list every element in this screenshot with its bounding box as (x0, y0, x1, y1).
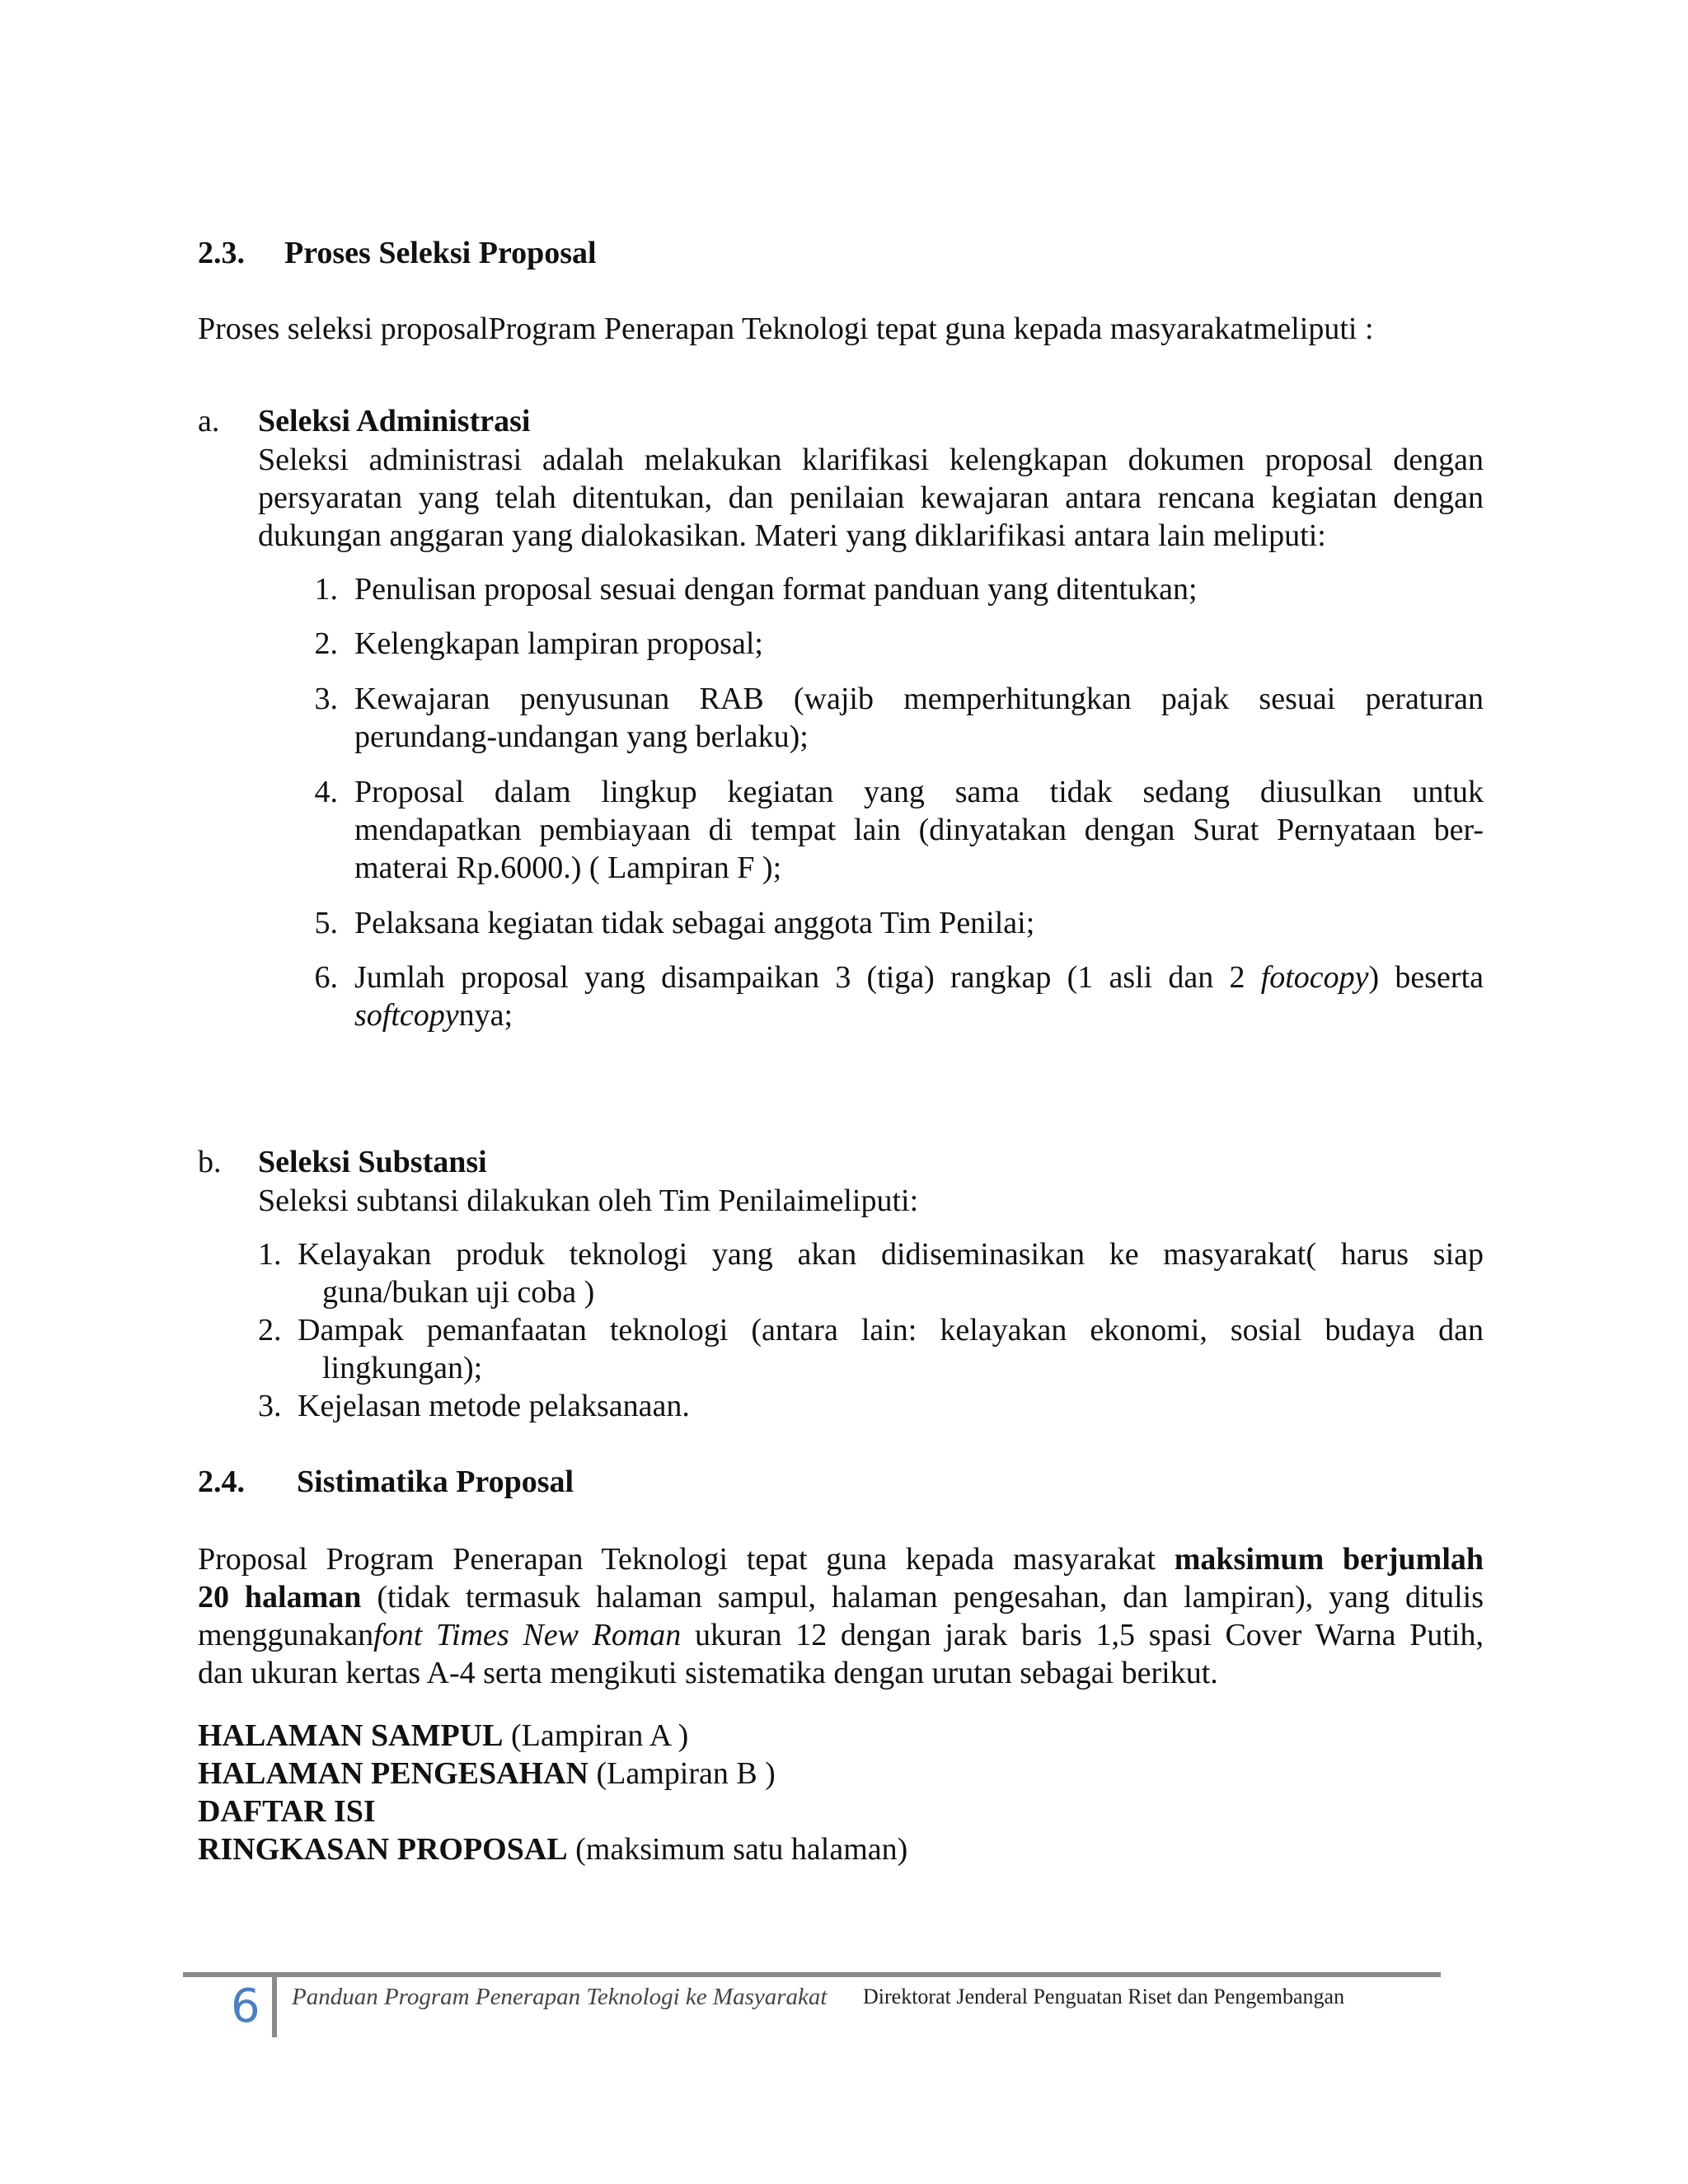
admin-item-number: 1. (314, 572, 338, 607)
section-2-4-paragraph-line: dan ukuran kertas A-4 serta mengikuti sistematika dengan urutan sebagai berikut. (198, 1656, 1218, 1690)
substansi-item-number: 3. (258, 1389, 282, 1423)
substansi-title: Seleksi Substansi (258, 1145, 487, 1179)
heading-label: HALAMAN SAMPUL (198, 1718, 504, 1753)
section-2-4-number: 2.4. (198, 1465, 245, 1499)
admin-item-text-part: Jumlah proposal yang disampaikan 3 (tiga) rangkap (1 asli dan 2 (354, 960, 1261, 995)
substansi-item-text: Kelayakan produk teknologi yang akan didiseminasikan ke masyarakat( harus siap (298, 1237, 1484, 1272)
admin-item-text: materai Rp.6000.) ( Lampiran F ); (354, 851, 782, 885)
admin-item-number: 4. (314, 775, 338, 809)
paragraph-emphasis: maksimum berjumlah (1174, 1542, 1484, 1577)
substansi-intro: Seleksi subtansi dilakukan oleh Tim Penilaimeliputi: (258, 1183, 919, 1218)
admin-item-number: 6. (314, 960, 338, 995)
admin-paragraph-line: dukungan anggaran yang dialokasikan. Materi yang diklarifikasi antara lain meliputi: (258, 518, 1326, 553)
heading-label: DAFTAR ISI (198, 1794, 376, 1829)
footer-guide-title: Panduan Program Penerapan Teknologi ke Masyarakat (292, 1984, 828, 2010)
section-2-4-paragraph-line (198, 1540, 1484, 1578)
section-2-4-title: Sistimatika Proposal (297, 1465, 574, 1499)
admin-item-text-part: nya; (458, 998, 513, 1033)
paragraph-text: menggunakan (198, 1618, 374, 1652)
heading-note: (maksimum satu halaman) (567, 1832, 908, 1867)
footer-divider (183, 1972, 1441, 1977)
substansi-item-number: 2. (258, 1313, 282, 1347)
substansi-item-number: 1. (258, 1237, 282, 1272)
admin-item-text: Kewajaran penyusunan RAB (wajib memperhitungkan pajak sesuai peraturan (354, 682, 1484, 716)
section-2-3-title: Proses Seleksi Proposal (284, 236, 597, 270)
structure-heading (198, 1717, 688, 1755)
paragraph-text: Proposal Program Penerapan Teknologi tepat guna kepada masyarakat (198, 1542, 1175, 1577)
heading-note: (Lampiran A ) (503, 1718, 689, 1753)
footer-vertical-divider (272, 1976, 277, 2037)
substansi-letter: b. (198, 1145, 222, 1179)
admin-item-text: perundang-undangan yang berlaku); (354, 719, 809, 754)
admin-item-text: Pelaksana kegiatan tidak sebagai anggota Tim Penilai; (354, 906, 1035, 940)
substansi-item-text: guna/bukan uji coba ) (322, 1275, 595, 1310)
admin-item-number: 5. (314, 906, 338, 940)
admin-paragraph-line: Seleksi administrasi adalah melakukan klarifikasi kelengkapan dokumen proposal dengan (258, 443, 1484, 477)
admin-item-text: Kelengkapan lampiran proposal; (354, 626, 763, 661)
admin-item-text (354, 996, 1484, 1034)
heading-label: HALAMAN PENGESAHAN (198, 1756, 588, 1791)
structure-heading (198, 1793, 376, 1830)
substansi-item-text: Kejelasan metode pelaksanaan. (298, 1389, 690, 1423)
heading-note: (Lampiran B ) (588, 1756, 776, 1791)
paragraph-text: ukuran 12 dengan jarak baris 1,5 spasi Cover Warna Putih, (681, 1618, 1484, 1652)
section-2-4-paragraph-line (198, 1578, 1484, 1616)
substansi-item-text: lingkungan); (322, 1351, 483, 1385)
admin-item-text (354, 958, 1484, 996)
paragraph-text: (tidak termasuk halaman sampul, halaman pengesahan, dan lampiran), yang ditulis (361, 1580, 1484, 1615)
page-number: 6 (231, 1980, 260, 2033)
footer-organization: Direktorat Jenderal Penguatan Riset dan Pengembangan (863, 1985, 1345, 2008)
admin-item-number: 2. (314, 626, 338, 661)
admin-title: Seleksi Administrasi (258, 404, 531, 438)
paragraph-emphasis: 20 halaman (198, 1580, 362, 1615)
admin-item-text-part: ) beserta (1368, 960, 1484, 995)
font-name: font Times New Roman (373, 1618, 682, 1652)
softcopy-term: softcopy (354, 998, 459, 1033)
structure-heading (198, 1755, 776, 1793)
admin-item-text: mendapatkan pembiayaan di tempat lain (dinyatakan dengan Surat Pernyataan ber- (354, 813, 1484, 847)
admin-item-number: 3. (314, 682, 338, 716)
section-2-3-intro: Proses seleksi proposalProgram Penerapan Teknologi tepat guna kepada masyarakatmeliputi : (198, 312, 1374, 346)
section-2-4-paragraph-line (198, 1616, 1484, 1654)
structure-heading (198, 1830, 907, 1868)
substansi-item-text: Dampak pemanfaatan teknologi (antara lain: kelayakan ekonomi, sosial budaya dan (298, 1313, 1484, 1347)
heading-label: RINGKASAN PROPOSAL (198, 1832, 568, 1867)
admin-paragraph-line: persyaratan yang telah ditentukan, dan penilaian kewajaran antara rencana kegiatan dengan (258, 480, 1484, 515)
admin-item-text: Proposal dalam lingkup kegiatan yang sama tidak sedang diusulkan untuk (354, 775, 1484, 809)
fotocopy-term: fotocopy (1260, 960, 1369, 995)
admin-letter: a. (198, 404, 220, 438)
section-2-3-number: 2.3. (198, 236, 245, 270)
admin-item-text: Penulisan proposal sesuai dengan format panduan yang ditentukan; (354, 572, 1198, 607)
